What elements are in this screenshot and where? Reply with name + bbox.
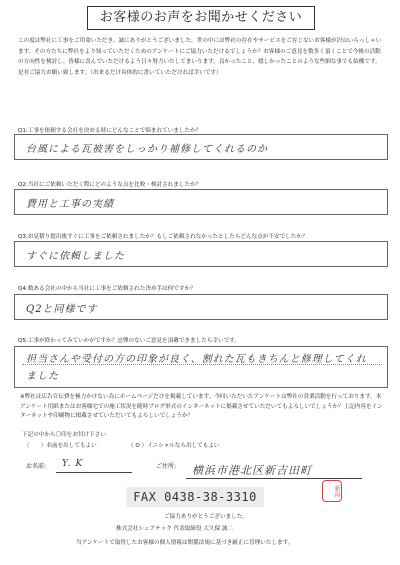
company-name: 株式会社シェアテック 代表取締役 大久保 誠二 bbox=[116, 526, 234, 532]
question-4-answer: Q2と同様です bbox=[26, 304, 98, 315]
question-3-answer: すぐに依頼しました bbox=[26, 251, 125, 262]
question-5-rule bbox=[22, 364, 382, 365]
option-initials: （ O ）イニシャルなら出してもよい bbox=[128, 443, 220, 449]
question-5-answer-line-2: ました bbox=[26, 371, 59, 382]
thanks-text: ご協力ありがとうございました。 bbox=[164, 514, 248, 520]
question-1-answer: 台風による瓦被害をしっかり補修してくれるのか bbox=[26, 144, 268, 155]
seal-stamp: 新海 bbox=[322, 480, 342, 502]
name-value: Y. K bbox=[62, 459, 84, 469]
fax-number: FAX 0438-38-3310 bbox=[126, 487, 264, 507]
question-1-label: Q1:工事を依頼する会社を決める時にどんなことで悩まれていましたか？ bbox=[18, 128, 202, 134]
name-label: お名前: bbox=[26, 463, 47, 470]
question-2-answer: 費用と工事の実績 bbox=[26, 199, 114, 210]
privacy-note: 当アンケートで取得したお客様の個人情報は関係法規に基づき厳正に管理いたします。 bbox=[76, 540, 294, 546]
question-2-label: Q2:当社にご依頼いただく際にどのような点を比較・検討されましたか？ bbox=[18, 182, 202, 188]
options-prompt: 下記の中から〇印をお付け下さい bbox=[22, 432, 106, 438]
question-4-label: Q4:数ある会社の中から当社に工事をご依頼された決め手は何ですか？ bbox=[18, 286, 196, 292]
question-5-label: Q5:工事が終わってみていかがですか？忌憚のないご意見を頂戴できましたら幸いです。 bbox=[18, 338, 240, 344]
address-value: 横浜市港北区新吉田町 bbox=[192, 464, 312, 477]
address-underline bbox=[186, 478, 362, 479]
publication-notice: ※弊社は広告宣伝費を極力かけない為にホームページだけを掲載しています。今回いただいたアンケートは弊社の営業活動を行っております。本アンケート用紙またはお客様宅での施工状況を随時ブログ形式のインターネットに掲載させていただいてもよろしいでしょうか？上記内容をインターネットや印刷物に掲載させていただいてもよろしいでしょうか？ bbox=[20, 394, 383, 419]
intro-text: この度は弊社に工事をご用命いただき、誠にありがとうございました。世の中には弊社の存在やサービスをご存じないお客様が沢山いらっしゃいます。その方たちに弊社をより知っていただくためのアンケートにご協力いただけるでしょうか？お客様のご意見を数多く頂くことで今後の活動の方向性を検討し、皆様に喜んでいただけるよう日々努力いたしてまいります。良かったこと、嬉しかったことのような些細な事でも結構です。是非ご協力お願い致します。（出来るだけ具体的に書いていただければ幸いです） bbox=[18, 38, 382, 76]
page-title: お客様のお声をお聞かせください bbox=[87, 6, 315, 30]
question-5-answer-line-1: 担当さんや受付の方の印象が良く、割れた瓦もきちんと修理してくれ bbox=[26, 354, 367, 365]
address-label: ご住所: bbox=[156, 463, 177, 470]
option-full-name: （ ）名前を出してもよい bbox=[24, 443, 97, 449]
question-3-label: Q3:お見積り提出後すぐに工事をご依頼されましたか？もしご依頼されなかったとしたらどんな点が不安でしたか？ bbox=[18, 234, 308, 240]
name-underline bbox=[56, 472, 132, 473]
